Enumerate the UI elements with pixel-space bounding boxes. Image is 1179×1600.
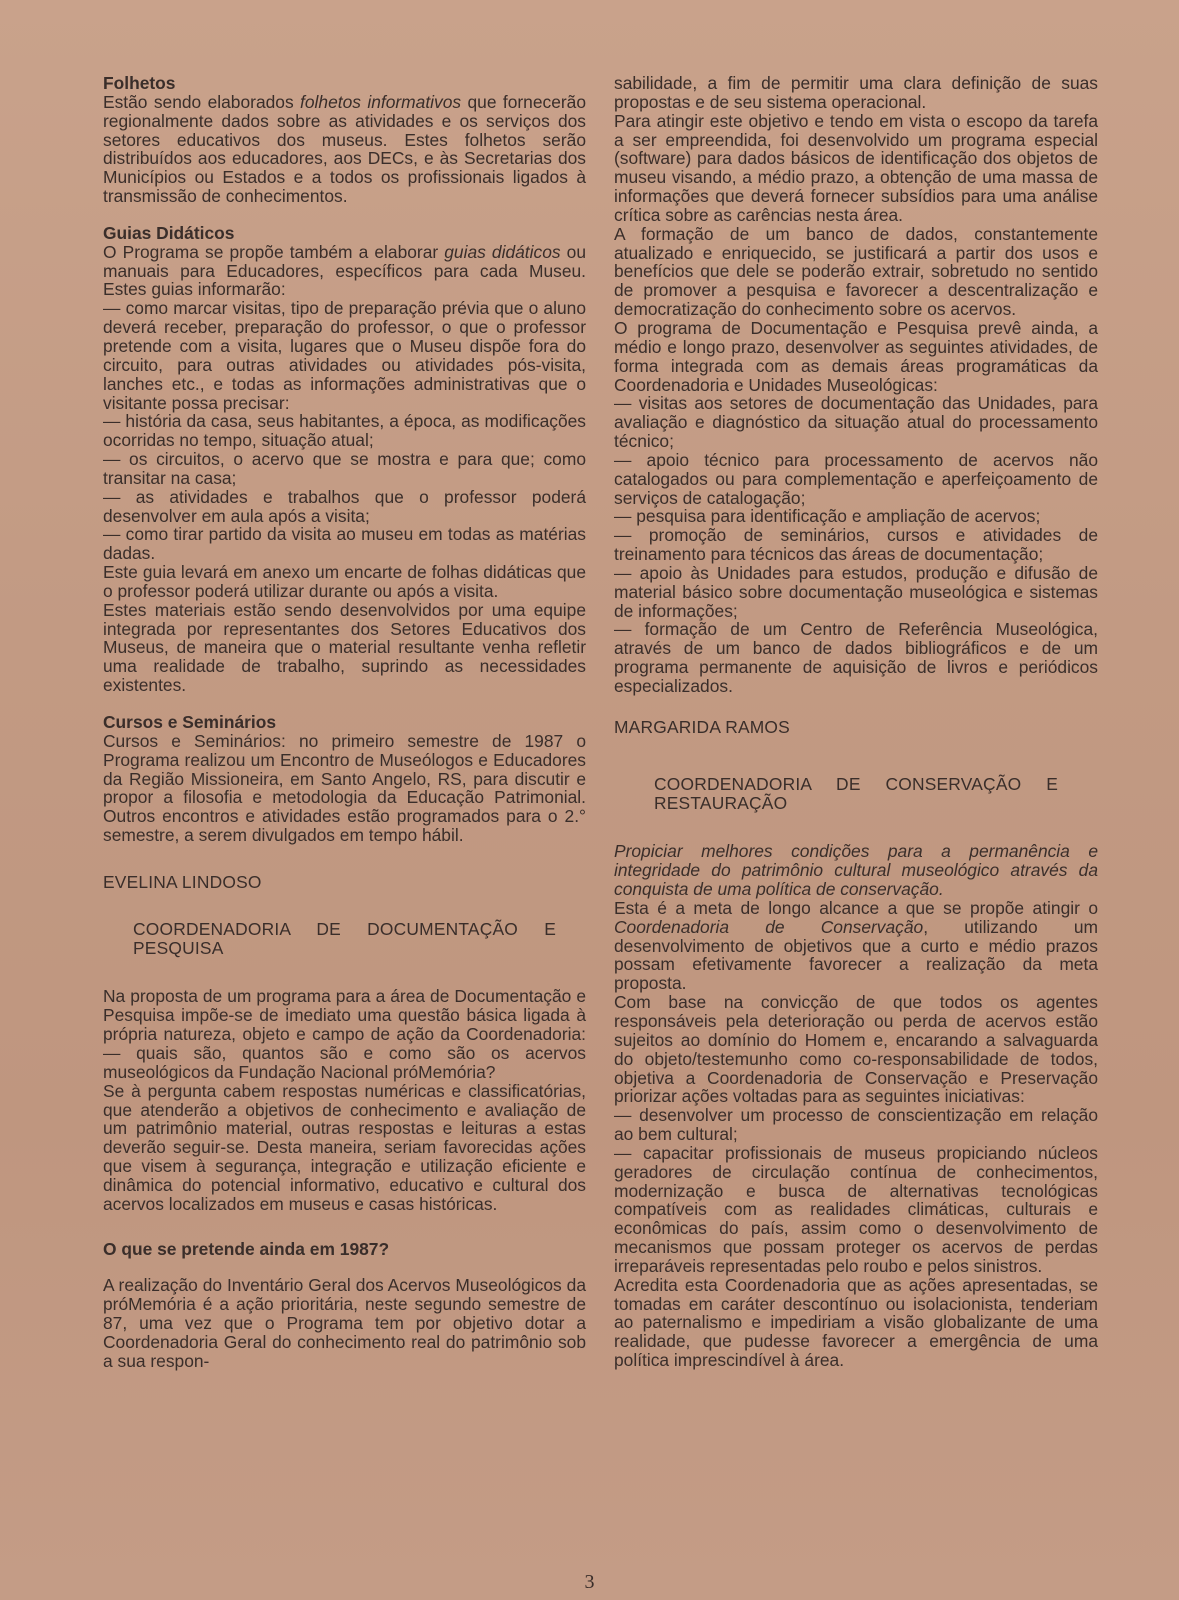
guias-paragraph-2: Este guia levará em anexo um encarte de folhas didáticas que o professor poderá utilizar durante ou após a visita. <box>103 562 586 601</box>
list-item: — visitas aos setores de documentação das Unidades, para avaliação e diagnóstico da situação atual do processamento técnico; <box>614 393 1098 452</box>
folhetos-heading: Folhetos <box>103 73 176 93</box>
conservacao-paragraph-3: Acredita esta Coordenadoria que as ações apresentadas, se tomadas em caráter descontínuo ou isolacionista, tenderiam ao paternalismo e impediriam a visão globalizante de uma realidade, que pudesse favorecer a emergência de uma política imprescindível à área. <box>614 1274 1098 1371</box>
list-item: — história da casa, seus habitantes, a época, as modificações ocorridas no tempo, situação atual; <box>103 411 586 451</box>
guias-paragraph <box>103 243 586 300</box>
folhetos-text-pre: Estão sendo elaborados <box>103 91 301 112</box>
cursos-heading: Cursos e Seminários <box>103 712 277 732</box>
list-item: — pesquisa para identificação e ampliação de acervos; <box>614 506 1041 527</box>
cons-text-em: Coordenadoria de Conservação <box>614 916 924 937</box>
guias-paragraph-3: Estes materiais estão sendo desenvolvidos por uma equipe integrada por representantes dos Setores Educativos dos Museus, de maneira que o material resultante venha refletir uma realidade de trabalho, suprindo as necessidades existentes. <box>103 599 586 696</box>
guias-text-pre: O Programa se propõe também a elaborar <box>103 241 445 262</box>
right-column <box>614 74 1098 1370</box>
conservacao-paragraph-1 <box>614 899 1098 993</box>
section-title-documentacao: COORDENADORIA DE DOCUMENTAÇÃO E PESQUISA <box>133 918 556 958</box>
list-item: — apoio técnico para processamento de acervos não catalogados ou para complementação e aperfeiçoamento de serviços de catalogação; <box>614 449 1098 508</box>
documentacao-paragraph-1: Na proposta de um programa para a área de Documentação e Pesquisa impõe-se de imediato uma questão básica ligada à própria natureza, objeto e campo de ação da Coordenadoria: — quais são, quantos são e como são os acervos museológicos da Fundação Nacional próMemória? <box>103 986 586 1082</box>
section-title-conservacao: COORDENADORIA DE CONSERVAÇÃO E RESTAURAÇÃO <box>654 773 1058 813</box>
author-margarida: MARGARIDA RAMOS <box>614 716 790 737</box>
pretende-paragraph: A realização do Inventário Geral dos Acervos Museológicos da próMemória é a ação prioritária, neste segundo semestre de 87, uma vez que o Programa tem por objetivo dotar a Coordenadoria Geral do conhecimento real do patrimônio sob a sua respon- <box>103 1275 586 1371</box>
list-item: — como tirar partido da visita ao museu em todas as matérias dadas. <box>103 524 586 564</box>
continuation-paragraph-4: O programa de Documentação e Pesquisa prevê ainda, a médio e longo prazo, desenvolver as seguintes atividades, de forma integrada com as demais áreas programáticas da Coordenadoria e Unidades Museológicas: <box>614 317 1098 395</box>
folhetos-paragraph <box>103 93 586 206</box>
list-item: — promoção de seminários, cursos e atividades de treinamento para técnicos das áreas de documentação; <box>614 525 1098 565</box>
left-column <box>103 74 586 1371</box>
cons-text-post: , utilizando um desenvolvimento de objetivos que a curto e médio prazos possam efetivamente favorecer a realização da meta proposta. <box>614 916 1098 994</box>
list-item: — capacitar profissionais de museus propiciando núcleos geradores de circulação contínua de conhecimentos, modernização e busca de alternativas tecnológicas compatíveis com as realidades climáticas, culturais e econômicas do país, assim como o desenvolvimento de mecanismos que possam proteger os acervos de perdas irreparáveis representadas pelo roubo e pelos sinistros. <box>614 1142 1098 1276</box>
page-number: 3 <box>584 1571 595 1593</box>
conservacao-paragraph-2: Com base na convicção de que todos os agentes responsáveis pela deterioração ou perda de acervos estão sujeitos ao domínio do Homem e, encarando a salvaguarda do objeto/testemunho como co-responsabilidade de todos, objetiva a Coordenadoria de Conservação e Preservação priorizar ações voltadas para as seguintes iniciativas: <box>614 992 1098 1107</box>
guias-text-em: guias didáticos <box>444 241 561 262</box>
list-item: — desenvolver um processo de conscientização em relação ao bem cultural; <box>614 1105 1098 1145</box>
cursos-paragraph: Cursos e Seminários: no primeiro semestre de 1987 o Programa realizou um Encontro de Museólogos e Educadores da Região Missioneira, em Santo Angelo, RS, para discutir e propor a filosofia e metodologia da Educação Patrimonial. Outros encontros e atividades estão programados para o 2.° semestre, a serem divulgados em tempo hábil. <box>103 730 586 846</box>
continuation-paragraph-2: Para atingir este objetivo e tendo em vista o escopo da tarefa a ser empreendida, foi desenvolvido um programa especial (software) para dados básicos de identificação dos objetos de museu visando, a médio prazo, a obtenção de uma massa de informações que deverá fornecer subsídios para uma análise crítica sobre as carências nesta área. <box>614 110 1098 225</box>
documentacao-paragraph-2: Se à pergunta cabem respostas numéricas e classificatórias, que atenderão a objetivos de conhecimento e avaliação de um patrimônio material, outras respostas e leituras a estas deverão seguir-se. Desta maneira, seriam favorecidas ações que visem à segurança, integração e utilização eficiente e dinâmica do potencial informativo, educativo e cultural dos acervos localizados em museus e casas históricas. <box>103 1080 586 1214</box>
list-item: — formação de um Centro de Referência Museológica, através de um banco de dados bibliográficos e de um programa permanente de aquisição de livros e periódicos especializados. <box>614 619 1098 696</box>
cons-text-pre: Esta é a meta de longo alcance a que se propõe atingir o <box>614 897 1098 918</box>
continuation-paragraph-1: sabilidade, a fim de permitir uma clara definição de suas propostas e de seu sistema operacional. <box>614 73 1098 112</box>
list-item: — os circuitos, o acervo que se mostra e para que; como transitar na casa; <box>103 449 586 488</box>
list-item: — como marcar visitas, tipo de preparação prévia que o aluno deverá receber, preparação do professor, o que o professor pretende com a visita, lugares que o Museu dispõe fora do circuito, para outras atividades ou atividades pós-visita, lanches etc., e todas as informações administrativas que o visitante possa precisar: <box>103 298 586 413</box>
conservacao-italic-lead: Propiciar melhores condições para a permanência e integridade do patrimônio cultural museológico através da conquista de uma política de conservação. <box>614 841 1098 900</box>
pretende-heading: O que se pretende ainda em 1987? <box>103 1238 390 1259</box>
list-item: — as atividades e trabalhos que o professor poderá desenvolver em aula após a visita; <box>103 486 586 526</box>
list-item: — apoio às Unidades para estudos, produção e difusão de material básico sobre documentação museológica e sistemas de informações; <box>614 562 1098 621</box>
guias-heading: Guias Didáticos <box>103 222 235 243</box>
folhetos-text-em: folhetos informativos <box>300 91 462 112</box>
author-evelina: EVELINA LINDOSO <box>103 871 262 892</box>
continuation-paragraph-3: A formação de um banco de dados, constantemente atualizado e enriquecido, se justificará a partir dos usos e benefícios que dele se poderão extrair, sobretudo no sentido de promover a pesquisa e favorecer a descentralização e democratização do conhecimento sobre os acervos. <box>614 223 1098 320</box>
folhetos-text-post: que fornecerão regionalmente dados sobre as atividades e os serviços dos setores educativos dos museus. Estes folhetos serão distribuídos aos educadores, aos DECs, e às Secretarias dos Municípios ou Estados e a todos os profissionais ligados à transmissão de conhecimentos. <box>103 91 587 207</box>
guias-text-post: ou manuais para Educadores, específicos para cada Museu. Estes guias informarão: <box>103 241 586 300</box>
